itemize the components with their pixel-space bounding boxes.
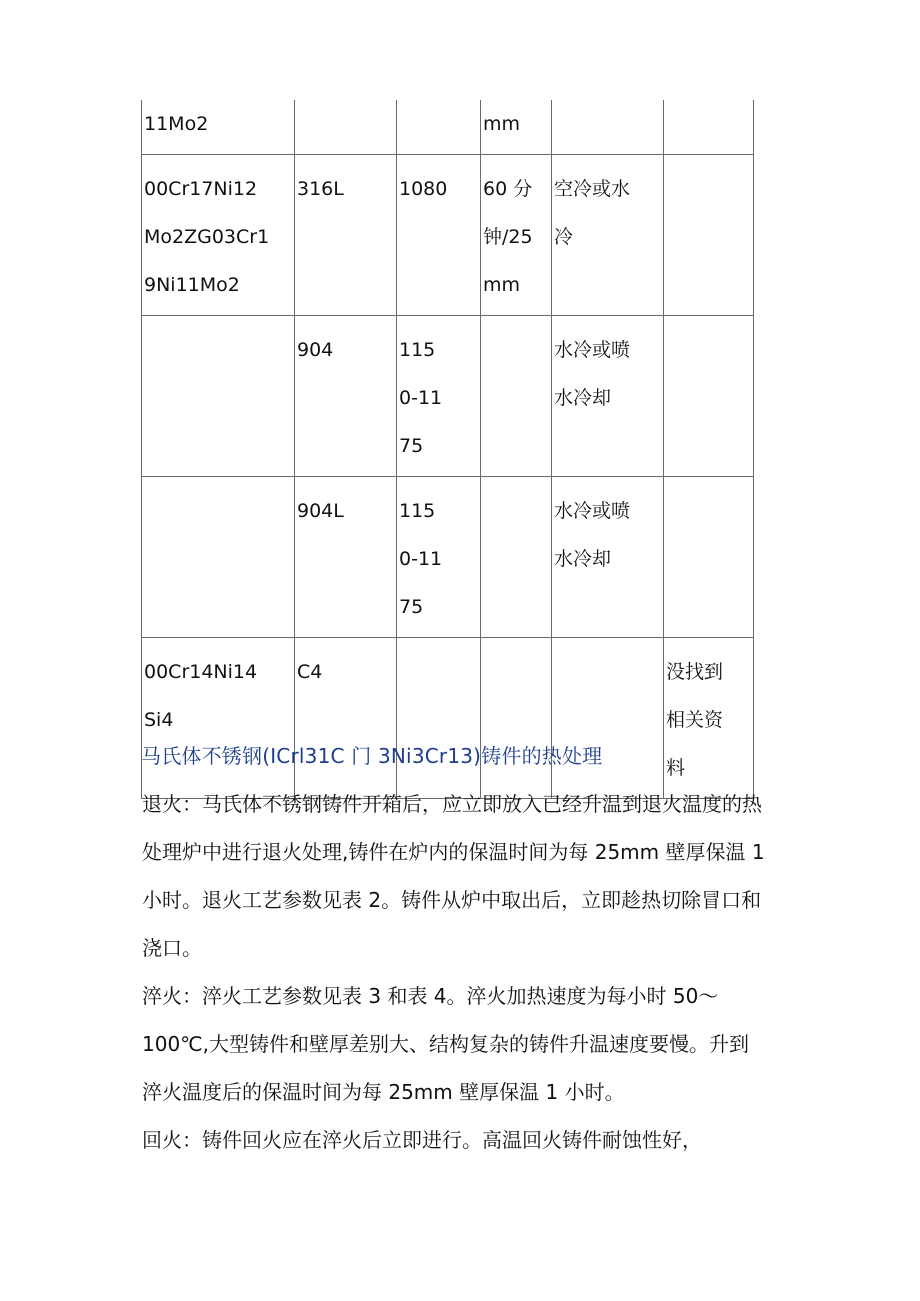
- table-cell: [397, 477, 481, 638]
- table-cell: [481, 155, 552, 316]
- cell-line: 75: [399, 435, 424, 457]
- cell-line: 904L: [297, 500, 344, 522]
- paragraph-line: 处理炉中进行退火处理,铸件在炉内的保温时间为每 25mm 壁厚保温 1: [142, 840, 765, 864]
- paragraph-line: 淬火：淬火工艺参数见表 3 和表 4。淬火加热速度为每小时 50～: [142, 984, 719, 1008]
- table-cell: [142, 477, 295, 638]
- table-cell: [481, 477, 552, 638]
- cell-line: 9Ni11Mo2: [144, 274, 240, 296]
- cell-line: 水冷或喷: [554, 339, 631, 361]
- table-cell: [142, 155, 295, 316]
- table-cell: [552, 100, 664, 155]
- paragraph-line: 退火：马氏体不锈钢铸件开箱后，应立即放入已经升温到退火温度的热: [142, 792, 762, 816]
- cell-line: 75: [399, 596, 424, 618]
- cell-line: 1080: [399, 178, 448, 200]
- table-row: [142, 316, 754, 477]
- table-row: [142, 155, 754, 316]
- cell-line: 冷: [554, 226, 574, 248]
- cell-line: C4: [297, 661, 323, 683]
- table-cell: [481, 100, 552, 155]
- table-cell: [481, 316, 552, 477]
- cell-line: 115: [399, 500, 436, 522]
- cell-line: 60 分: [483, 178, 533, 200]
- paragraph-line: 浇口。: [142, 936, 202, 960]
- table-cell: [295, 155, 397, 316]
- table-cell: [552, 477, 664, 638]
- cell-line: Mo2ZG03Cr1: [144, 226, 270, 248]
- cell-line: 钟/25: [483, 226, 533, 248]
- cell-line: 11Mo2: [144, 113, 209, 135]
- table-cell: [142, 100, 295, 155]
- table-cell: [552, 155, 664, 316]
- paragraph-line: 100℃,大型铸件和壁厚差别大、结构复杂的铸件升温速度要慢。升到: [142, 1032, 749, 1056]
- table-cell: [664, 100, 754, 155]
- cell-line: 115: [399, 339, 436, 361]
- cell-line: 水冷却: [554, 548, 612, 570]
- heat-treatment-table: [141, 100, 754, 799]
- table-cell: [552, 316, 664, 477]
- cell-line: Si4: [144, 709, 174, 731]
- section-caption: 马氏体不锈钢(ICrl31C 门 3Ni3Cr13)铸件的热处理: [141, 744, 603, 768]
- cell-line: 316L: [297, 178, 344, 200]
- table-row: [142, 477, 754, 638]
- cell-line: 904: [297, 339, 334, 361]
- cell-line: 0-11: [399, 548, 443, 570]
- paragraph-quenching: [142, 972, 802, 1116]
- cell-line: 00Cr17Ni12: [144, 178, 258, 200]
- cell-line: 水冷或喷: [554, 500, 631, 522]
- cell-line: 没找到: [666, 661, 724, 683]
- paragraph-annealing: [142, 780, 802, 972]
- cell-line: mm: [483, 113, 521, 135]
- table-row: [142, 100, 754, 155]
- table-cell: [295, 316, 397, 477]
- paragraph-line: 淬火温度后的保温时间为每 25mm 壁厚保温 1 小时。: [142, 1080, 625, 1104]
- table-cell: [295, 100, 397, 155]
- cell-line: 0-11: [399, 387, 443, 409]
- table-cell: [397, 100, 481, 155]
- table-cell: [664, 638, 754, 799]
- cell-line: 料: [666, 757, 686, 779]
- table-cell: [664, 477, 754, 638]
- table-cell: [664, 155, 754, 316]
- cell-line: 相关资: [666, 709, 724, 731]
- paragraph-tempering: [142, 1116, 802, 1164]
- table-cell: [664, 316, 754, 477]
- table-cell: [397, 316, 481, 477]
- cell-line: 00Cr14Ni14: [144, 661, 258, 683]
- paragraph-line: 回火：铸件回火应在淬火后立即进行。高温回火铸件耐蚀性好，: [142, 1128, 702, 1152]
- cell-line: 水冷却: [554, 387, 612, 409]
- table-cell: [295, 477, 397, 638]
- table-cell: [142, 316, 295, 477]
- cell-line: mm: [483, 274, 521, 296]
- cell-line: 空冷或水: [554, 178, 631, 200]
- table-cell: [397, 155, 481, 316]
- paragraph-line: 小时。退火工艺参数见表 2。铸件从炉中取出后，立即趁热切除冒口和: [142, 888, 762, 912]
